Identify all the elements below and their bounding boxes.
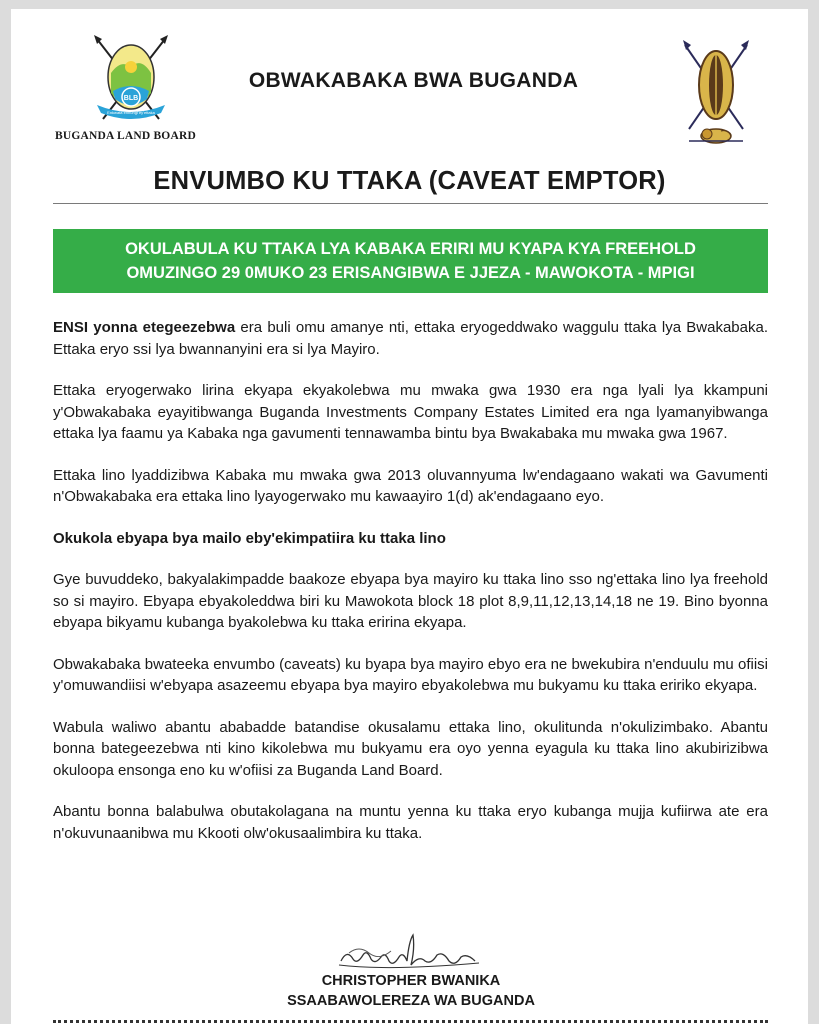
paragraph-1-lead: ENSI yonna etegeezebwa — [53, 319, 236, 336]
paragraph-1-text: era buli omu amanye nti, ettaka eryogeddwako waggulu ttaka lya Bwakabaka. Ettaka eryo ssi lya bwannanyini era si lya Mayiro. — [53, 319, 769, 358]
buganda-land-board-logo — [91, 33, 171, 133]
paragraph-6: Wabula waliwo abantu ababadde batandise okusalamu ettaka lino, okulitunda n'okulizimbako. Abantu bonna bategeezebwa nti kino kikolebwa mu bukyamu era oyo yenna eyagula ku ttaka lino akubirizibwa okuloopa ensonga eno ku w'ofiisi za Buganda Land Board. — [53, 718, 768, 779]
cut-off-text-line — [53, 1017, 768, 1024]
blb-emblem-text: BLB — [123, 95, 139, 102]
paragraph-2: Ettaka eryogerwako lirina ekyapa ekyakolebwa mu mwaka gwa 1930 era nga lyali lya kkampuni y'Obwakabaka eyayitibwanga Buganda Investments Company Estates Limited era nga lyamanyibwanga ettaka lya faamu ya Kabaka nga gavumenti tennawamba bintu bya Bwakabaka mu mwaka gwa 1967. — [53, 382, 768, 442]
logo-caption: BUGANDA LAND BOARD — [55, 130, 196, 142]
banner-line-2: OMUZINGO 29 0MUKO 23 ERISANGIBWA E JJEZA - MAWOKOTA - MPIGI — [126, 264, 695, 282]
section-heading: Okukola ebyapa bya mailo eby'ekimpatiira ku ttaka lino — [53, 529, 446, 547]
banner-line-1: OKULABULA KU TTAKA LYA KABAKA ERIRI MU KYAPA KYA FREEHOLD — [125, 240, 696, 258]
paragraph-7: Abantu bonna balabulwa obutakolagana na muntu yenna ku ttaka eryo kubanga mujja kufiirwa ate era n'okuvunaanibwa mu Kkooti olw'okusaalimbira ku ttaka. — [53, 803, 768, 842]
paragraph-4: Gye buvuddeko, bakyalakimpadde baakoze ebyapa bya mayiro ku ttaka lino sso ng'ettaka lino lya freehold so si mayiro. Ebyapa ebyakoleddwa biri ku Mawokota block 18 plot 8,9,11,12,13,14,18 ne 19. Bino byonna ebyapa bikyamu kubanga byakolebwa ku ttaka eririna ekyapa. — [53, 571, 768, 631]
notice-body — [53, 317, 768, 864]
buganda-kingdom-shield-emblem — [681, 37, 751, 147]
warning-banner — [53, 229, 768, 293]
blb-motto: Enkwata ennungi ey'ettaka — [107, 110, 155, 115]
signer-name: CHRISTOPHER BWANIKA — [321, 973, 501, 989]
paragraph-3: Ettaka lino lyaddizibwa Kabaka mu mwaka gwa 2013 oluvannyuma lw'endagaano wakati wa Gavumenti n'Obwakabaka era ettaka lino lyayogerwako mu kawaayiro 1(d) ak'endagaano eyo. — [53, 466, 768, 505]
signer-title: SSAABAWOLEREZA WA BUGANDA — [287, 993, 535, 1009]
kingdom-name: OBWAKABAKA BWA BUGANDA — [248, 69, 579, 92]
paragraph-5: Obwakabaka bwateeka envumbo (caveats) ku byapa bya mayiro ebyo era ne bwekubira n'enduulu mu ofiisi y'omuwandiisi w'ebyapa asazeemu ebyapa bya mayiro ebyakolebwa mu bukyamu ku ttaka eririko ekyapa. — [53, 655, 768, 694]
handwritten-signature — [329, 931, 489, 975]
paragraph-1 — [53, 317, 768, 360]
title-divider — [53, 203, 768, 204]
document-page — [11, 9, 808, 1024]
notice-title: ENVUMBO KU TTAKA (CAVEAT EMPTOR) — [153, 167, 666, 195]
